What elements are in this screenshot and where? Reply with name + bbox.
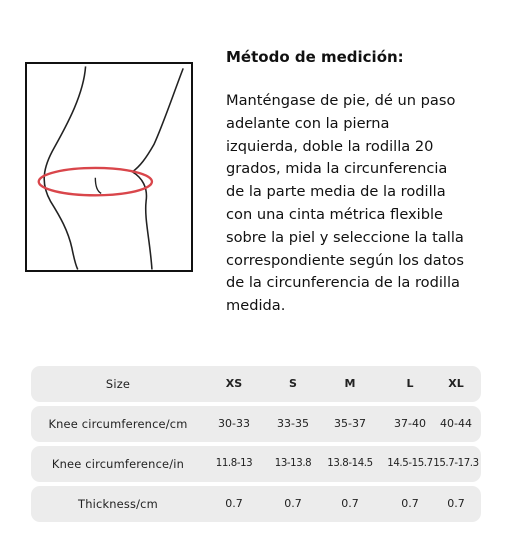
row-label-thickness: Thickness/cm xyxy=(78,497,158,511)
value-cell: 15.7-17.3 xyxy=(433,458,479,469)
value-cell: 35-37 xyxy=(334,417,366,430)
table-row xyxy=(31,406,481,442)
value-cell: 0.7 xyxy=(341,497,359,510)
row-label-knee-cm: Knee circumference/cm xyxy=(48,417,188,431)
size-xl: XL xyxy=(448,377,464,390)
size-table-header-row xyxy=(31,366,481,402)
value-cell: 37-40 xyxy=(394,417,426,430)
row-label-knee-in: Knee circumference/in xyxy=(51,457,185,471)
value-cell: 33-35 xyxy=(277,417,309,430)
method-line: izquierda, doble la rodilla 20 xyxy=(226,137,434,155)
table-row xyxy=(31,486,481,522)
value-cell: 30-33 xyxy=(218,417,250,430)
method-line: sobre la piel y seleccione la talla xyxy=(226,228,464,246)
method-line: de la parte media de la rodilla xyxy=(226,183,446,201)
method-line: grados, mida la circunferencia xyxy=(226,160,448,178)
method-line: con una cinta métrica flexible xyxy=(226,205,444,223)
size-header-label: Size xyxy=(105,377,131,391)
size-l: L xyxy=(406,377,414,390)
value-cell: 0.7 xyxy=(284,497,302,510)
value-cell: 11.8-13 xyxy=(215,458,253,469)
value-cell: 13-13.8 xyxy=(274,458,312,469)
method-line: correspondiente según los datos xyxy=(226,251,464,269)
value-cell: 13.8-14.5 xyxy=(327,458,373,469)
method-line: medida. xyxy=(226,297,286,315)
knee-measurement-illustration-icon xyxy=(27,64,191,270)
method-line: Manténgase de pie, dé un paso xyxy=(226,92,456,109)
size-m: M xyxy=(344,377,356,390)
method-line: adelante con la pierna xyxy=(226,114,390,132)
value-cell: 40-44 xyxy=(440,417,472,430)
method-description xyxy=(226,90,496,318)
value-cell: 0.7 xyxy=(401,497,419,510)
size-xs: XS xyxy=(225,377,243,390)
value-cell: 0.7 xyxy=(447,497,465,510)
table-row xyxy=(31,446,481,482)
size-s: S xyxy=(289,377,297,390)
knee-illustration-frame xyxy=(25,62,193,272)
method-line: de la circunferencia de la rodilla xyxy=(226,274,460,292)
value-cell: 0.7 xyxy=(225,497,243,510)
method-title: Método de medición: xyxy=(226,48,404,66)
value-cell: 14.5-15.7 xyxy=(387,458,433,469)
